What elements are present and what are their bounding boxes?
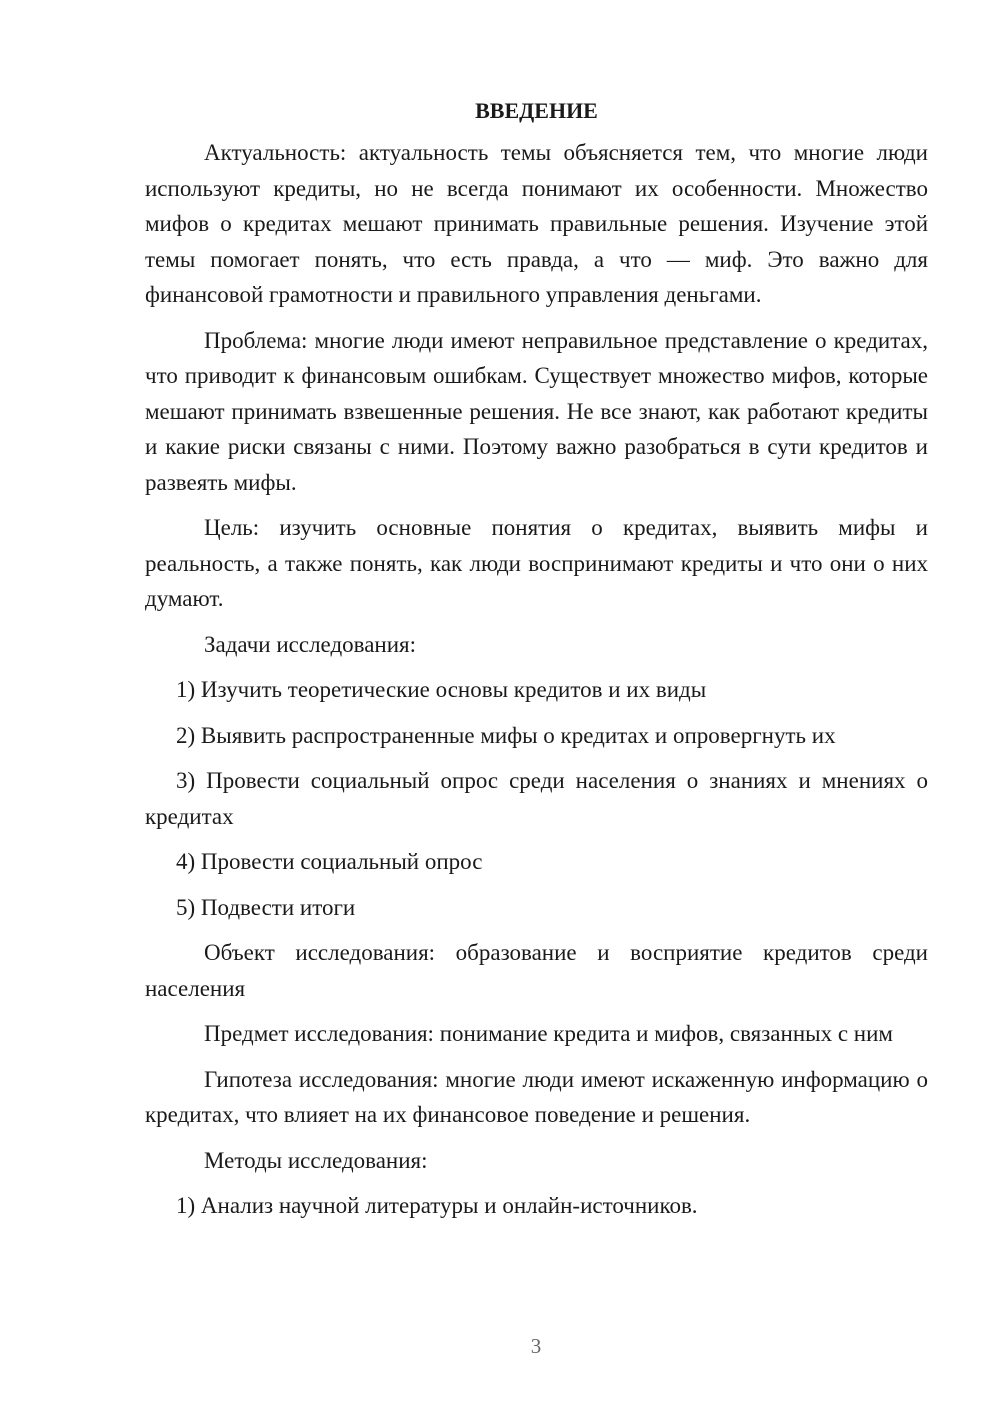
- section-title: ВВЕДЕНИЕ: [475, 98, 598, 123]
- hypothesis-paragraph: Гипотеза исследования: многие люди имеют искаженную информацию о кредитах, что влияет на их финансовое поведение и решения.: [145, 1066, 928, 1127]
- tasks-list: [145, 672, 928, 925]
- relevance-paragraph: Актуальность: актуальность темы объясняется тем, что многие люди используют кредиты, но не всегда понимают их особенности. Множество мифов о кредитах мешают принимать правильные решения. Изучение этой темы помогает понять, что есть правда, а что — миф. Это важно для финансовой грамотности и правильного управления деньгами.: [145, 140, 928, 307]
- goal-paragraph: Цель: изучить основные понятия о кредитах, выявить мифы и реальность, а также понять, как люди воспринимают кредиты и что они о них думают.: [145, 515, 928, 611]
- tasks-heading: Задачи исследования:: [204, 631, 417, 657]
- task-item: 2) Выявить распространенные мифы о кредитах и опровергнуть их: [176, 722, 836, 748]
- task-item: 5) Подвести итоги: [176, 894, 356, 920]
- task-item: 4) Провести социальный опрос: [176, 849, 483, 874]
- object-paragraph: Объект исследования: образование и восприятие кредитов среди населения: [145, 940, 928, 1001]
- subject-paragraph: Предмет исследования: понимание кредита и мифов, связанных с ним: [204, 1021, 893, 1046]
- task-item: 3) Провести социальный опрос среди населения о знаниях и мнениях о кредитах: [145, 768, 928, 829]
- problem-paragraph: Проблема: многие люди имеют неправильное представление о кредитах, что приводит к финансовым ошибкам. Существует множество мифов, которые мешают принимать взвешенные решения. Не все знают, как работают кредиты и какие риски связаны с ними. Поэтому важно разобраться в сути кредитов и развеять мифы.: [145, 327, 928, 495]
- methods-list: [145, 1188, 928, 1224]
- task-item: 1) Изучить теоретические основы кредитов и их виды: [176, 677, 707, 702]
- methods-heading: Методы исследования:: [204, 1147, 428, 1173]
- page-number: 3: [530, 1334, 542, 1358]
- document-page: [145, 96, 928, 1234]
- method-item: 1) Анализ научной литературы и онлайн-источников.: [176, 1193, 698, 1218]
